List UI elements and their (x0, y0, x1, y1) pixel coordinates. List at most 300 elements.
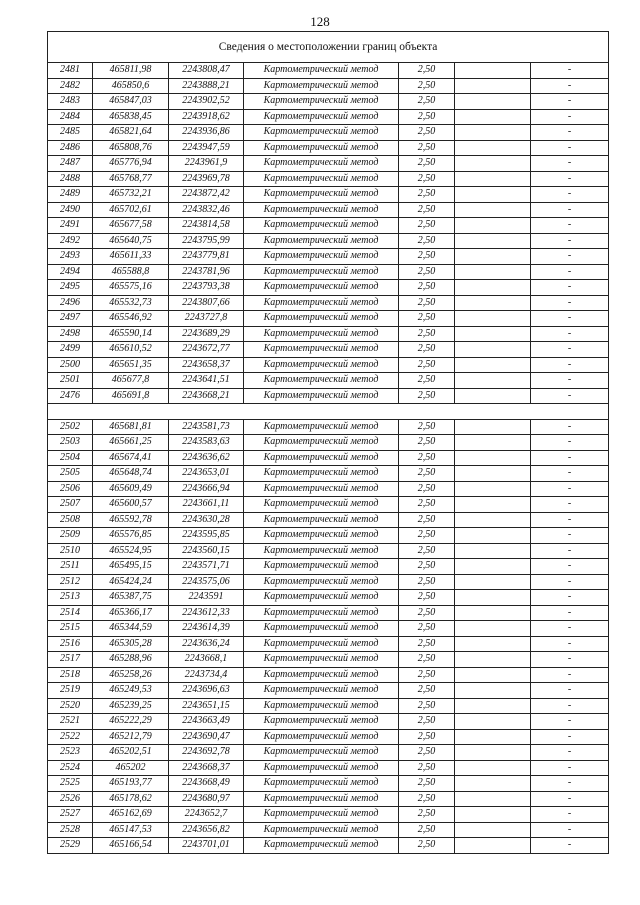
description-cell (455, 202, 531, 218)
description-cell (455, 776, 531, 792)
method-cell: Картометрический метод (244, 605, 399, 621)
x-coordinate-cell: 465838,45 (93, 109, 169, 125)
x-coordinate-cell: 465239,25 (93, 698, 169, 714)
point-number-cell: 2506 (48, 481, 93, 497)
note-cell: - (531, 233, 609, 249)
x-coordinate-cell: 465162,69 (93, 807, 169, 823)
description-cell (455, 497, 531, 513)
description-cell (455, 140, 531, 156)
method-cell: Картометрический метод (244, 822, 399, 838)
description-cell (455, 528, 531, 544)
y-coordinate-cell: 2243701,01 (169, 838, 244, 854)
method-cell: Картометрический метод (244, 125, 399, 141)
method-cell: Картометрический метод (244, 698, 399, 714)
accuracy-cell: 2,50 (399, 683, 455, 699)
accuracy-cell: 2,50 (399, 264, 455, 280)
table-row (48, 776, 609, 792)
table-row (48, 171, 609, 187)
accuracy-cell: 2,50 (399, 218, 455, 234)
method-cell: Картометрический метод (244, 636, 399, 652)
note-cell: - (531, 388, 609, 404)
method-cell: Картометрический метод (244, 450, 399, 466)
table-row (48, 78, 609, 94)
table-title-row (48, 32, 609, 63)
point-number-cell: 2507 (48, 497, 93, 513)
note-cell: - (531, 497, 609, 513)
point-number-cell: 2481 (48, 63, 93, 79)
point-number-cell: 2512 (48, 574, 93, 590)
point-number-cell: 2521 (48, 714, 93, 730)
point-number-cell: 2529 (48, 838, 93, 854)
description-cell (455, 373, 531, 389)
description-cell (455, 636, 531, 652)
x-coordinate-cell: 465691,8 (93, 388, 169, 404)
method-cell: Картометрический метод (244, 543, 399, 559)
note-cell: - (531, 807, 609, 823)
accuracy-cell: 2,50 (399, 280, 455, 296)
accuracy-cell: 2,50 (399, 574, 455, 590)
description-cell (455, 264, 531, 280)
method-cell: Картометрический метод (244, 528, 399, 544)
point-number-cell: 2505 (48, 466, 93, 482)
accuracy-cell: 2,50 (399, 388, 455, 404)
note-cell: - (531, 63, 609, 79)
x-coordinate-cell: 465387,75 (93, 590, 169, 606)
y-coordinate-cell: 2243656,82 (169, 822, 244, 838)
note-cell: - (531, 605, 609, 621)
description-cell (455, 171, 531, 187)
description-cell (455, 388, 531, 404)
table-row (48, 125, 609, 141)
description-cell (455, 450, 531, 466)
x-coordinate-cell: 465648,74 (93, 466, 169, 482)
description-cell (455, 543, 531, 559)
accuracy-cell: 2,50 (399, 109, 455, 125)
accuracy-cell: 2,50 (399, 187, 455, 203)
accuracy-cell: 2,50 (399, 745, 455, 761)
x-coordinate-cell: 465258,26 (93, 667, 169, 683)
note-cell: - (531, 760, 609, 776)
y-coordinate-cell: 2243641,51 (169, 373, 244, 389)
description-cell (455, 652, 531, 668)
point-number-cell: 2489 (48, 187, 93, 203)
description-cell (455, 745, 531, 761)
point-number-cell: 2501 (48, 373, 93, 389)
point-number-cell: 2485 (48, 125, 93, 141)
y-coordinate-cell: 2243668,21 (169, 388, 244, 404)
separator-cell (48, 404, 609, 420)
method-cell: Картометрический метод (244, 326, 399, 342)
accuracy-cell: 2,50 (399, 63, 455, 79)
method-cell: Картометрический метод (244, 280, 399, 296)
table-row (48, 280, 609, 296)
x-coordinate-cell: 465147,53 (93, 822, 169, 838)
description-cell (455, 822, 531, 838)
table-row (48, 63, 609, 79)
x-coordinate-cell: 465681,81 (93, 419, 169, 435)
accuracy-cell: 2,50 (399, 636, 455, 652)
accuracy-cell: 2,50 (399, 481, 455, 497)
x-coordinate-cell: 465811,98 (93, 63, 169, 79)
note-cell: - (531, 249, 609, 265)
table-row (48, 481, 609, 497)
table-row (48, 574, 609, 590)
note-cell: - (531, 466, 609, 482)
method-cell: Картометрический метод (244, 667, 399, 683)
y-coordinate-cell: 2243636,24 (169, 636, 244, 652)
accuracy-cell: 2,50 (399, 125, 455, 141)
y-coordinate-cell: 2243595,85 (169, 528, 244, 544)
y-coordinate-cell: 2243807,66 (169, 295, 244, 311)
x-coordinate-cell: 465651,35 (93, 357, 169, 373)
point-number-cell: 2498 (48, 326, 93, 342)
description-cell (455, 326, 531, 342)
y-coordinate-cell: 2243690,47 (169, 729, 244, 745)
method-cell: Картометрический метод (244, 388, 399, 404)
note-cell: - (531, 714, 609, 730)
table-row (48, 357, 609, 373)
table-row (48, 326, 609, 342)
description-cell (455, 78, 531, 94)
method-cell: Картометрический метод (244, 714, 399, 730)
note-cell: - (531, 435, 609, 451)
description-cell (455, 125, 531, 141)
note-cell: - (531, 419, 609, 435)
note-cell: - (531, 450, 609, 466)
table-row (48, 218, 609, 234)
note-cell: - (531, 559, 609, 575)
description-cell (455, 342, 531, 358)
method-cell: Картометрический метод (244, 202, 399, 218)
y-coordinate-cell: 2243781,96 (169, 264, 244, 280)
accuracy-cell: 2,50 (399, 233, 455, 249)
x-coordinate-cell: 465576,85 (93, 528, 169, 544)
table-row (48, 156, 609, 172)
accuracy-cell: 2,50 (399, 729, 455, 745)
note-cell: - (531, 776, 609, 792)
point-number-cell: 2515 (48, 621, 93, 637)
method-cell: Картометрический метод (244, 574, 399, 590)
note-cell: - (531, 590, 609, 606)
note-cell: - (531, 621, 609, 637)
boundary-table-sheet (47, 31, 608, 854)
y-coordinate-cell: 2243636,62 (169, 450, 244, 466)
note-cell: - (531, 528, 609, 544)
y-coordinate-cell: 2243793,38 (169, 280, 244, 296)
table-row (48, 822, 609, 838)
description-cell (455, 574, 531, 590)
note-cell: - (531, 636, 609, 652)
table-row (48, 636, 609, 652)
accuracy-cell: 2,50 (399, 776, 455, 792)
method-cell: Картометрический метод (244, 791, 399, 807)
table-title: Сведения о местоположении границ объекта (48, 32, 609, 63)
table-row (48, 683, 609, 699)
description-cell (455, 512, 531, 528)
accuracy-cell: 2,50 (399, 466, 455, 482)
x-coordinate-cell: 465288,96 (93, 652, 169, 668)
accuracy-cell: 2,50 (399, 311, 455, 327)
y-coordinate-cell: 2243672,77 (169, 342, 244, 358)
y-coordinate-cell: 2243653,01 (169, 466, 244, 482)
point-number-cell: 2525 (48, 776, 93, 792)
y-coordinate-cell: 2243779,81 (169, 249, 244, 265)
point-number-cell: 2508 (48, 512, 93, 528)
x-coordinate-cell: 465640,75 (93, 233, 169, 249)
x-coordinate-cell: 465674,41 (93, 450, 169, 466)
accuracy-cell: 2,50 (399, 171, 455, 187)
y-coordinate-cell: 2243872,42 (169, 187, 244, 203)
accuracy-cell: 2,50 (399, 838, 455, 854)
point-number-cell: 2504 (48, 450, 93, 466)
description-cell (455, 714, 531, 730)
accuracy-cell: 2,50 (399, 497, 455, 513)
x-coordinate-cell: 465222,29 (93, 714, 169, 730)
note-cell: - (531, 357, 609, 373)
table-row (48, 745, 609, 761)
table-row (48, 791, 609, 807)
accuracy-cell: 2,50 (399, 760, 455, 776)
point-number-cell: 2518 (48, 667, 93, 683)
point-number-cell: 2517 (48, 652, 93, 668)
accuracy-cell: 2,50 (399, 621, 455, 637)
table-row (48, 621, 609, 637)
y-coordinate-cell: 2243661,11 (169, 497, 244, 513)
method-cell: Картометрический метод (244, 295, 399, 311)
y-coordinate-cell: 2243658,37 (169, 357, 244, 373)
accuracy-cell: 2,50 (399, 326, 455, 342)
point-number-cell: 2484 (48, 109, 93, 125)
y-coordinate-cell: 2243734,4 (169, 667, 244, 683)
point-number-cell: 2511 (48, 559, 93, 575)
x-coordinate-cell: 465677,58 (93, 218, 169, 234)
point-number-cell: 2526 (48, 791, 93, 807)
note-cell: - (531, 791, 609, 807)
method-cell: Картометрический метод (244, 621, 399, 637)
method-cell: Картометрический метод (244, 218, 399, 234)
description-cell (455, 683, 531, 699)
description-cell (455, 605, 531, 621)
x-coordinate-cell: 465821,64 (93, 125, 169, 141)
method-cell: Картометрический метод (244, 466, 399, 482)
table-row (48, 605, 609, 621)
accuracy-cell: 2,50 (399, 543, 455, 559)
y-coordinate-cell: 2243918,62 (169, 109, 244, 125)
x-coordinate-cell: 465524,95 (93, 543, 169, 559)
y-coordinate-cell: 2243591 (169, 590, 244, 606)
accuracy-cell: 2,50 (399, 652, 455, 668)
y-coordinate-cell: 2243612,33 (169, 605, 244, 621)
table-row (48, 512, 609, 528)
point-number-cell: 2513 (48, 590, 93, 606)
point-number-cell: 2523 (48, 745, 93, 761)
point-number-cell: 2486 (48, 140, 93, 156)
y-coordinate-cell: 2243581,73 (169, 419, 244, 435)
x-coordinate-cell: 465193,77 (93, 776, 169, 792)
note-cell: - (531, 543, 609, 559)
description-cell (455, 311, 531, 327)
point-number-cell: 2487 (48, 156, 93, 172)
y-coordinate-cell: 2243575,06 (169, 574, 244, 590)
note-cell: - (531, 218, 609, 234)
y-coordinate-cell: 2243795,99 (169, 233, 244, 249)
method-cell: Картометрический метод (244, 156, 399, 172)
method-cell: Картометрический метод (244, 94, 399, 110)
table-row (48, 140, 609, 156)
note-cell: - (531, 574, 609, 590)
description-cell (455, 233, 531, 249)
table-row (48, 109, 609, 125)
accuracy-cell: 2,50 (399, 822, 455, 838)
page-number: 128 (310, 14, 330, 29)
note-cell: - (531, 698, 609, 714)
table-row (48, 187, 609, 203)
y-coordinate-cell: 2243560,15 (169, 543, 244, 559)
table-row (48, 373, 609, 389)
method-cell: Картометрический метод (244, 683, 399, 699)
x-coordinate-cell: 465178,62 (93, 791, 169, 807)
method-cell: Картометрический метод (244, 590, 399, 606)
point-number-cell: 2514 (48, 605, 93, 621)
y-coordinate-cell: 2243663,49 (169, 714, 244, 730)
y-coordinate-cell: 2243947,59 (169, 140, 244, 156)
x-coordinate-cell: 465249,53 (93, 683, 169, 699)
x-coordinate-cell: 465532,73 (93, 295, 169, 311)
note-cell: - (531, 729, 609, 745)
note-cell: - (531, 264, 609, 280)
separator-row (48, 404, 609, 420)
note-cell: - (531, 326, 609, 342)
description-cell (455, 698, 531, 714)
accuracy-cell: 2,50 (399, 357, 455, 373)
y-coordinate-cell: 2243689,29 (169, 326, 244, 342)
x-coordinate-cell: 465202,51 (93, 745, 169, 761)
table-row (48, 838, 609, 854)
note-cell: - (531, 512, 609, 528)
point-number-cell: 2503 (48, 435, 93, 451)
x-coordinate-cell: 465202 (93, 760, 169, 776)
note-cell: - (531, 745, 609, 761)
method-cell: Картометрический метод (244, 729, 399, 745)
accuracy-cell: 2,50 (399, 698, 455, 714)
point-number-cell: 2524 (48, 760, 93, 776)
description-cell (455, 807, 531, 823)
accuracy-cell: 2,50 (399, 342, 455, 358)
description-cell (455, 109, 531, 125)
point-number-cell: 2509 (48, 528, 93, 544)
x-coordinate-cell: 465366,17 (93, 605, 169, 621)
y-coordinate-cell: 2243666,94 (169, 481, 244, 497)
accuracy-cell: 2,50 (399, 156, 455, 172)
method-cell: Картометрический метод (244, 357, 399, 373)
method-cell: Картометрический метод (244, 187, 399, 203)
description-cell (455, 295, 531, 311)
accuracy-cell: 2,50 (399, 791, 455, 807)
y-coordinate-cell: 2243902,52 (169, 94, 244, 110)
note-cell: - (531, 280, 609, 296)
y-coordinate-cell: 2243832,46 (169, 202, 244, 218)
x-coordinate-cell: 465847,03 (93, 94, 169, 110)
note-cell: - (531, 140, 609, 156)
method-cell: Картометрический метод (244, 419, 399, 435)
method-cell: Картометрический метод (244, 342, 399, 358)
y-coordinate-cell: 2243961,9 (169, 156, 244, 172)
accuracy-cell: 2,50 (399, 373, 455, 389)
table-row (48, 419, 609, 435)
table-row (48, 714, 609, 730)
note-cell: - (531, 156, 609, 172)
y-coordinate-cell: 2243571,71 (169, 559, 244, 575)
method-cell: Картометрический метод (244, 233, 399, 249)
point-number-cell: 2483 (48, 94, 93, 110)
point-number-cell: 2490 (48, 202, 93, 218)
accuracy-cell: 2,50 (399, 249, 455, 265)
y-coordinate-cell: 2243668,37 (169, 760, 244, 776)
x-coordinate-cell: 465166,54 (93, 838, 169, 854)
note-cell: - (531, 822, 609, 838)
accuracy-cell: 2,50 (399, 450, 455, 466)
description-cell (455, 791, 531, 807)
x-coordinate-cell: 465677,8 (93, 373, 169, 389)
table-row (48, 233, 609, 249)
y-coordinate-cell: 2243680,97 (169, 791, 244, 807)
accuracy-cell: 2,50 (399, 140, 455, 156)
table-row (48, 559, 609, 575)
point-number-cell: 2500 (48, 357, 93, 373)
accuracy-cell: 2,50 (399, 605, 455, 621)
description-cell (455, 249, 531, 265)
method-cell: Картометрический метод (244, 78, 399, 94)
y-coordinate-cell: 2243888,21 (169, 78, 244, 94)
table-row (48, 698, 609, 714)
description-cell (455, 156, 531, 172)
description-cell (455, 838, 531, 854)
y-coordinate-cell: 2243696,63 (169, 683, 244, 699)
method-cell: Картометрический метод (244, 435, 399, 451)
method-cell: Картометрический метод (244, 745, 399, 761)
table-row (48, 729, 609, 745)
table-row (48, 295, 609, 311)
point-number-cell: 2495 (48, 280, 93, 296)
description-cell (455, 63, 531, 79)
note-cell: - (531, 78, 609, 94)
point-number-cell: 2502 (48, 419, 93, 435)
x-coordinate-cell: 465575,16 (93, 280, 169, 296)
point-number-cell: 2488 (48, 171, 93, 187)
point-number-cell: 2520 (48, 698, 93, 714)
method-cell: Картометрический метод (244, 807, 399, 823)
boundary-coordinates-table (47, 31, 609, 854)
y-coordinate-cell: 2243808,47 (169, 63, 244, 79)
description-cell (455, 667, 531, 683)
accuracy-cell: 2,50 (399, 435, 455, 451)
method-cell: Картометрический метод (244, 171, 399, 187)
accuracy-cell: 2,50 (399, 590, 455, 606)
point-number-cell: 2493 (48, 249, 93, 265)
note-cell: - (531, 311, 609, 327)
table-row (48, 94, 609, 110)
method-cell: Картометрический метод (244, 760, 399, 776)
table-row (48, 435, 609, 451)
x-coordinate-cell: 465592,78 (93, 512, 169, 528)
accuracy-cell: 2,50 (399, 667, 455, 683)
point-number-cell: 2494 (48, 264, 93, 280)
y-coordinate-cell: 2243727,8 (169, 311, 244, 327)
table-row (48, 388, 609, 404)
description-cell (455, 218, 531, 234)
table-row (48, 311, 609, 327)
accuracy-cell: 2,50 (399, 202, 455, 218)
